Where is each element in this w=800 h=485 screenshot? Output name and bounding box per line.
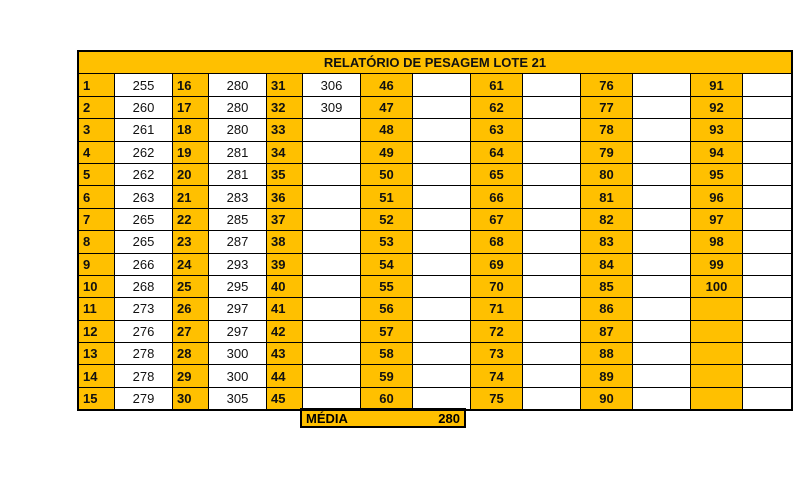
item-number-cell: 80 bbox=[581, 163, 633, 185]
item-number-cell: 91 bbox=[691, 74, 743, 96]
item-number-cell: 72 bbox=[471, 320, 523, 342]
item-number-cell: 6 bbox=[79, 186, 115, 208]
table-row bbox=[79, 275, 792, 297]
weight-value-cell bbox=[413, 343, 471, 365]
item-number-cell: 26 bbox=[173, 298, 209, 320]
weight-value-cell bbox=[303, 343, 361, 365]
item-number-cell: 54 bbox=[361, 253, 413, 275]
weighing-table bbox=[78, 51, 792, 410]
weight-value-cell bbox=[743, 163, 792, 185]
weight-value-cell bbox=[743, 119, 792, 141]
weight-value-cell bbox=[743, 343, 792, 365]
weight-value-cell bbox=[633, 141, 691, 163]
weight-value-cell bbox=[523, 96, 581, 118]
weight-value-cell bbox=[413, 208, 471, 230]
item-number-cell: 73 bbox=[471, 343, 523, 365]
table-row bbox=[79, 253, 792, 275]
item-number-cell: 43 bbox=[267, 343, 303, 365]
weight-value-cell bbox=[633, 343, 691, 365]
item-number-cell: 34 bbox=[267, 141, 303, 163]
weight-value-cell bbox=[743, 186, 792, 208]
weight-value-cell: 266 bbox=[115, 253, 173, 275]
item-number-cell bbox=[691, 320, 743, 342]
weight-value-cell bbox=[303, 275, 361, 297]
item-number-cell: 90 bbox=[581, 387, 633, 409]
weight-value-cell: 276 bbox=[115, 320, 173, 342]
weight-value-cell bbox=[523, 208, 581, 230]
weight-value-cell: 295 bbox=[209, 275, 267, 297]
item-number-cell: 63 bbox=[471, 119, 523, 141]
item-number-cell: 14 bbox=[79, 365, 115, 387]
weight-value-cell bbox=[303, 365, 361, 387]
weight-value-cell: 287 bbox=[209, 231, 267, 253]
item-number-cell: 95 bbox=[691, 163, 743, 185]
weight-value-cell bbox=[523, 253, 581, 275]
weight-value-cell bbox=[633, 275, 691, 297]
average-value: 280 bbox=[438, 410, 460, 426]
weight-value-cell bbox=[413, 119, 471, 141]
weight-value-cell: 262 bbox=[115, 163, 173, 185]
weight-value-cell bbox=[523, 186, 581, 208]
weight-value-cell: 273 bbox=[115, 298, 173, 320]
item-number-cell: 97 bbox=[691, 208, 743, 230]
weight-value-cell bbox=[523, 298, 581, 320]
weight-value-cell bbox=[743, 96, 792, 118]
item-number-cell: 100 bbox=[691, 275, 743, 297]
weight-value-cell: 268 bbox=[115, 275, 173, 297]
weight-value-cell: 280 bbox=[209, 119, 267, 141]
table-row bbox=[79, 96, 792, 118]
weight-value-cell bbox=[303, 320, 361, 342]
item-number-cell: 87 bbox=[581, 320, 633, 342]
weight-value-cell: 297 bbox=[209, 298, 267, 320]
weight-value-cell bbox=[743, 253, 792, 275]
item-number-cell: 46 bbox=[361, 74, 413, 96]
weight-value-cell: 265 bbox=[115, 231, 173, 253]
item-number-cell: 78 bbox=[581, 119, 633, 141]
item-number-cell: 13 bbox=[79, 343, 115, 365]
item-number-cell: 81 bbox=[581, 186, 633, 208]
item-number-cell: 22 bbox=[173, 208, 209, 230]
item-number-cell: 93 bbox=[691, 119, 743, 141]
weight-value-cell bbox=[633, 298, 691, 320]
weight-value-cell: 279 bbox=[115, 387, 173, 409]
weight-value-cell bbox=[303, 119, 361, 141]
item-number-cell: 98 bbox=[691, 231, 743, 253]
table-row bbox=[79, 343, 792, 365]
table-row bbox=[79, 365, 792, 387]
weight-value-cell: 260 bbox=[115, 96, 173, 118]
item-number-cell: 9 bbox=[79, 253, 115, 275]
item-number-cell: 47 bbox=[361, 96, 413, 118]
weight-value-cell: 309 bbox=[303, 96, 361, 118]
item-number-cell: 65 bbox=[471, 163, 523, 185]
weight-value-cell bbox=[743, 387, 792, 409]
item-number-cell: 62 bbox=[471, 96, 523, 118]
item-number-cell: 51 bbox=[361, 186, 413, 208]
weight-value-cell: 278 bbox=[115, 343, 173, 365]
item-number-cell: 20 bbox=[173, 163, 209, 185]
weight-value-cell bbox=[303, 186, 361, 208]
table-row bbox=[79, 163, 792, 185]
item-number-cell: 96 bbox=[691, 186, 743, 208]
item-number-cell: 88 bbox=[581, 343, 633, 365]
item-number-cell: 89 bbox=[581, 365, 633, 387]
weight-value-cell: 255 bbox=[115, 74, 173, 96]
item-number-cell: 92 bbox=[691, 96, 743, 118]
item-number-cell: 48 bbox=[361, 119, 413, 141]
weight-value-cell bbox=[633, 231, 691, 253]
table-row bbox=[79, 387, 792, 409]
item-number-cell: 23 bbox=[173, 231, 209, 253]
weight-value-cell bbox=[743, 365, 792, 387]
item-number-cell bbox=[691, 387, 743, 409]
item-number-cell: 2 bbox=[79, 96, 115, 118]
item-number-cell: 82 bbox=[581, 208, 633, 230]
item-number-cell: 35 bbox=[267, 163, 303, 185]
table-row bbox=[79, 119, 792, 141]
title-row bbox=[79, 52, 792, 74]
item-number-cell: 29 bbox=[173, 365, 209, 387]
item-number-cell: 21 bbox=[173, 186, 209, 208]
item-number-cell: 77 bbox=[581, 96, 633, 118]
item-number-cell: 85 bbox=[581, 275, 633, 297]
item-number-cell: 40 bbox=[267, 275, 303, 297]
weight-value-cell: 293 bbox=[209, 253, 267, 275]
item-number-cell: 32 bbox=[267, 96, 303, 118]
item-number-cell: 27 bbox=[173, 320, 209, 342]
weight-value-cell bbox=[303, 208, 361, 230]
weight-value-cell bbox=[303, 298, 361, 320]
weight-value-cell bbox=[633, 96, 691, 118]
item-number-cell: 61 bbox=[471, 74, 523, 96]
weight-value-cell bbox=[523, 163, 581, 185]
item-number-cell: 8 bbox=[79, 231, 115, 253]
weight-value-cell bbox=[523, 275, 581, 297]
item-number-cell: 39 bbox=[267, 253, 303, 275]
weight-value-cell: 263 bbox=[115, 186, 173, 208]
weight-value-cell bbox=[633, 186, 691, 208]
item-number-cell: 41 bbox=[267, 298, 303, 320]
item-number-cell: 71 bbox=[471, 298, 523, 320]
item-number-cell: 56 bbox=[361, 298, 413, 320]
item-number-cell: 19 bbox=[173, 141, 209, 163]
weight-value-cell bbox=[303, 141, 361, 163]
item-number-cell: 50 bbox=[361, 163, 413, 185]
weight-value-cell: 285 bbox=[209, 208, 267, 230]
item-number-cell: 5 bbox=[79, 163, 115, 185]
item-number-cell: 79 bbox=[581, 141, 633, 163]
weight-value-cell bbox=[743, 275, 792, 297]
table-row bbox=[79, 186, 792, 208]
item-number-cell: 59 bbox=[361, 365, 413, 387]
item-number-cell: 10 bbox=[79, 275, 115, 297]
item-number-cell bbox=[691, 365, 743, 387]
weight-value-cell bbox=[743, 298, 792, 320]
weight-value-cell bbox=[633, 365, 691, 387]
weight-value-cell bbox=[743, 141, 792, 163]
item-number-cell: 70 bbox=[471, 275, 523, 297]
weight-value-cell bbox=[523, 231, 581, 253]
weight-value-cell bbox=[523, 119, 581, 141]
weight-value-cell bbox=[303, 387, 361, 409]
weight-value-cell bbox=[743, 208, 792, 230]
table-row bbox=[79, 298, 792, 320]
item-number-cell: 7 bbox=[79, 208, 115, 230]
item-number-cell: 25 bbox=[173, 275, 209, 297]
table-row bbox=[79, 231, 792, 253]
item-number-cell: 58 bbox=[361, 343, 413, 365]
item-number-cell: 99 bbox=[691, 253, 743, 275]
weight-value-cell bbox=[303, 253, 361, 275]
weight-value-cell bbox=[303, 163, 361, 185]
item-number-cell: 38 bbox=[267, 231, 303, 253]
item-number-cell bbox=[691, 298, 743, 320]
item-number-cell: 18 bbox=[173, 119, 209, 141]
weight-value-cell bbox=[633, 253, 691, 275]
weight-value-cell bbox=[743, 231, 792, 253]
weight-value-cell bbox=[413, 253, 471, 275]
item-number-cell: 33 bbox=[267, 119, 303, 141]
item-number-cell: 44 bbox=[267, 365, 303, 387]
weight-value-cell bbox=[633, 208, 691, 230]
weight-value-cell bbox=[743, 74, 792, 96]
weighing-report bbox=[78, 51, 792, 410]
item-number-cell: 31 bbox=[267, 74, 303, 96]
weight-value-cell bbox=[523, 343, 581, 365]
weight-value-cell bbox=[523, 365, 581, 387]
table-row bbox=[79, 74, 792, 96]
weight-value-cell: 278 bbox=[115, 365, 173, 387]
weight-value-cell: 306 bbox=[303, 74, 361, 96]
item-number-cell: 75 bbox=[471, 387, 523, 409]
item-number-cell: 3 bbox=[79, 119, 115, 141]
item-number-cell: 86 bbox=[581, 298, 633, 320]
item-number-cell: 36 bbox=[267, 186, 303, 208]
weight-value-cell: 281 bbox=[209, 141, 267, 163]
item-number-cell bbox=[691, 343, 743, 365]
weight-value-cell bbox=[633, 320, 691, 342]
item-number-cell: 64 bbox=[471, 141, 523, 163]
item-number-cell: 4 bbox=[79, 141, 115, 163]
weight-value-cell bbox=[633, 163, 691, 185]
weight-value-cell bbox=[743, 320, 792, 342]
weight-value-cell bbox=[413, 387, 471, 409]
item-number-cell: 53 bbox=[361, 231, 413, 253]
weight-value-cell: 280 bbox=[209, 96, 267, 118]
weight-value-cell bbox=[633, 119, 691, 141]
weight-value-cell bbox=[413, 320, 471, 342]
table-row bbox=[79, 208, 792, 230]
item-number-cell: 17 bbox=[173, 96, 209, 118]
average-label: MÉDIA bbox=[306, 410, 348, 426]
item-number-cell: 15 bbox=[79, 387, 115, 409]
item-number-cell: 57 bbox=[361, 320, 413, 342]
item-number-cell: 45 bbox=[267, 387, 303, 409]
item-number-cell: 37 bbox=[267, 208, 303, 230]
item-number-cell: 11 bbox=[79, 298, 115, 320]
average-box bbox=[300, 408, 466, 428]
weight-value-cell bbox=[633, 74, 691, 96]
item-number-cell: 84 bbox=[581, 253, 633, 275]
weight-value-cell: 281 bbox=[209, 163, 267, 185]
item-number-cell: 16 bbox=[173, 74, 209, 96]
item-number-cell: 49 bbox=[361, 141, 413, 163]
item-number-cell: 68 bbox=[471, 231, 523, 253]
item-number-cell: 83 bbox=[581, 231, 633, 253]
item-number-cell: 1 bbox=[79, 74, 115, 96]
weight-value-cell: 262 bbox=[115, 141, 173, 163]
weight-value-cell bbox=[413, 365, 471, 387]
weight-value-cell bbox=[413, 74, 471, 96]
item-number-cell: 12 bbox=[79, 320, 115, 342]
weight-value-cell: 300 bbox=[209, 343, 267, 365]
item-number-cell: 42 bbox=[267, 320, 303, 342]
weight-value-cell bbox=[413, 275, 471, 297]
weight-value-cell: 265 bbox=[115, 208, 173, 230]
weight-value-cell: 300 bbox=[209, 365, 267, 387]
weight-value-cell bbox=[413, 163, 471, 185]
weight-value-cell: 283 bbox=[209, 186, 267, 208]
table-row bbox=[79, 320, 792, 342]
weight-value-cell bbox=[413, 141, 471, 163]
weight-value-cell bbox=[413, 96, 471, 118]
weight-value-cell bbox=[523, 141, 581, 163]
item-number-cell: 60 bbox=[361, 387, 413, 409]
item-number-cell: 66 bbox=[471, 186, 523, 208]
report-title: RELATÓRIO DE PESAGEM LOTE 21 bbox=[79, 52, 792, 74]
table-row bbox=[79, 141, 792, 163]
weight-value-cell bbox=[523, 387, 581, 409]
weight-value-cell bbox=[413, 186, 471, 208]
weight-value-cell: 280 bbox=[209, 74, 267, 96]
weight-value-cell bbox=[413, 231, 471, 253]
weight-value-cell: 305 bbox=[209, 387, 267, 409]
item-number-cell: 94 bbox=[691, 141, 743, 163]
item-number-cell: 74 bbox=[471, 365, 523, 387]
item-number-cell: 76 bbox=[581, 74, 633, 96]
weight-value-cell bbox=[303, 231, 361, 253]
weight-value-cell: 261 bbox=[115, 119, 173, 141]
item-number-cell: 69 bbox=[471, 253, 523, 275]
item-number-cell: 55 bbox=[361, 275, 413, 297]
item-number-cell: 28 bbox=[173, 343, 209, 365]
weight-value-cell bbox=[523, 320, 581, 342]
weight-value-cell bbox=[523, 74, 581, 96]
item-number-cell: 52 bbox=[361, 208, 413, 230]
weight-value-cell bbox=[413, 298, 471, 320]
item-number-cell: 24 bbox=[173, 253, 209, 275]
weight-value-cell: 297 bbox=[209, 320, 267, 342]
weight-value-cell bbox=[633, 387, 691, 409]
item-number-cell: 67 bbox=[471, 208, 523, 230]
item-number-cell: 30 bbox=[173, 387, 209, 409]
